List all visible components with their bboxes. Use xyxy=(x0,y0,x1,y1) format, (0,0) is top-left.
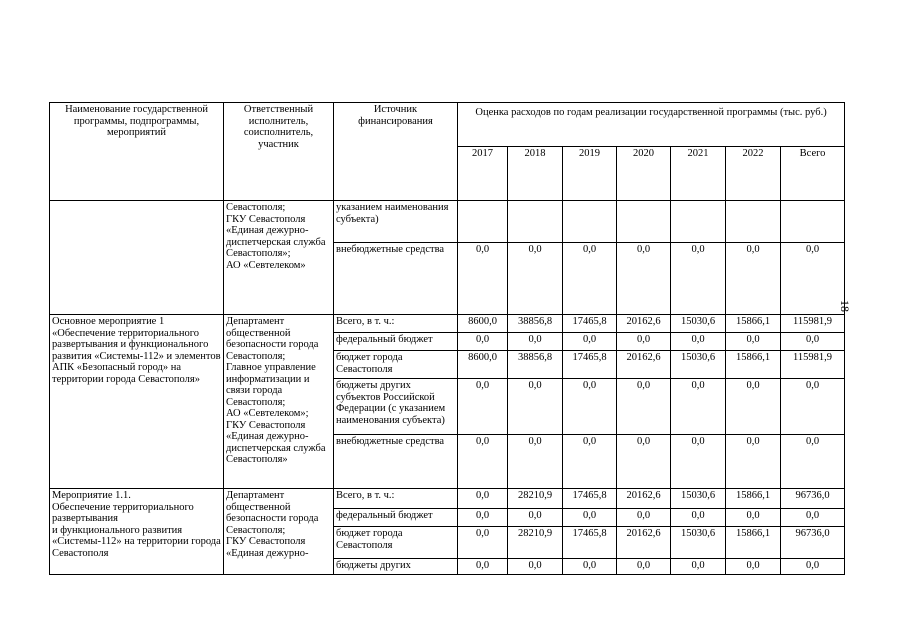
value-cell: 38856,8 xyxy=(508,315,563,333)
table-row xyxy=(50,201,845,243)
value-cell: 0,0 xyxy=(726,559,781,575)
value-cell: 17465,8 xyxy=(563,489,617,509)
funding-source: указанием наименования субъекта) xyxy=(334,201,458,243)
value-cell: 0,0 xyxy=(458,527,508,559)
funding-source: федеральный бюджет xyxy=(334,509,458,527)
value-cell: 0,0 xyxy=(726,333,781,351)
value-total: 0,0 xyxy=(781,333,845,351)
value-cell: 0,0 xyxy=(563,379,617,435)
value-cell: 0,0 xyxy=(671,243,726,315)
table-row xyxy=(50,315,845,333)
value-cell: 15030,6 xyxy=(671,315,726,333)
value-cell: 0,0 xyxy=(617,509,671,527)
header-source: Источник финансирования xyxy=(334,103,458,201)
value-cell: 0,0 xyxy=(458,435,508,489)
funding-source: федеральный бюджет xyxy=(334,333,458,351)
executor-cell: Департамент общественной безопасности города Севастополя; ГКУ Севастополя «Единая дежурно- xyxy=(224,489,334,575)
value-cell: 8600,0 xyxy=(458,351,508,379)
value-cell: 28210,9 xyxy=(508,489,563,509)
value-cell: 15866,1 xyxy=(726,489,781,509)
value-cell: 0,0 xyxy=(458,509,508,527)
header-executor: Ответственный исполнитель, соисполнитель, участник xyxy=(224,103,334,201)
value-total: 96736,0 xyxy=(781,489,845,509)
value-cell: 0,0 xyxy=(563,243,617,315)
value-cell: 20162,6 xyxy=(617,489,671,509)
value-cell: 0,0 xyxy=(671,559,726,575)
value-cell: 0,0 xyxy=(458,489,508,509)
header-estimate: Оценка расходов по годам реализации государственной программы (тыс. руб.) xyxy=(458,103,845,147)
value-cell: 0,0 xyxy=(508,509,563,527)
value-cell: 0,0 xyxy=(508,333,563,351)
executor-cell: Департамент общественной безопасности города Севастополя; Главное управление информатизации и связи города Севастополя; АО «Севтелеком»; ГКУ Севастополя «Единая дежурно-диспетчерская служба Севастополя» xyxy=(224,315,334,489)
budget-table xyxy=(49,102,845,575)
value-cell: 15030,6 xyxy=(671,351,726,379)
value-cell: 0,0 xyxy=(617,559,671,575)
value-cell: 17465,8 xyxy=(563,527,617,559)
value-cell: 15866,1 xyxy=(726,527,781,559)
header-year: 2021 xyxy=(671,147,726,201)
value-total: 115981,9 xyxy=(781,351,845,379)
value-cell: 0,0 xyxy=(726,435,781,489)
funding-source: Всего, в т. ч.: xyxy=(334,489,458,509)
value-cell: 0,0 xyxy=(563,435,617,489)
value-cell: 0,0 xyxy=(671,333,726,351)
header-year: 2018 xyxy=(508,147,563,201)
funding-source: бюджеты других xyxy=(334,559,458,575)
funding-source: бюджет города Севастополя xyxy=(334,527,458,559)
value-cell: 0,0 xyxy=(617,243,671,315)
value-cell: 0,0 xyxy=(726,509,781,527)
funding-source: внебюджетные средства xyxy=(334,435,458,489)
value-cell: 0,0 xyxy=(563,509,617,527)
value-cell: 0,0 xyxy=(508,559,563,575)
header-year: 2022 xyxy=(726,147,781,201)
value-cell xyxy=(726,201,781,243)
value-cell: 15030,6 xyxy=(671,527,726,559)
value-cell: 0,0 xyxy=(458,559,508,575)
value-cell: 0,0 xyxy=(508,435,563,489)
value-total xyxy=(781,201,845,243)
executor-cell: Севастополя; ГКУ Севастополя «Единая дежурно-диспетчерская служба Севастополя»; АО «Севтелеком» xyxy=(224,201,334,315)
value-cell: 0,0 xyxy=(458,379,508,435)
value-cell: 8600,0 xyxy=(458,315,508,333)
value-total: 0,0 xyxy=(781,243,845,315)
value-total: 0,0 xyxy=(781,509,845,527)
value-cell xyxy=(671,201,726,243)
activity-name: Мероприятие 1.1. Обеспечение территориального развертывания и функционального развития «Системы-112» на территории города Севастополя xyxy=(50,489,224,575)
value-cell: 15866,1 xyxy=(726,315,781,333)
value-cell: 17465,8 xyxy=(563,315,617,333)
value-cell: 0,0 xyxy=(458,333,508,351)
value-cell: 0,0 xyxy=(726,379,781,435)
value-cell: 0,0 xyxy=(671,435,726,489)
value-cell xyxy=(563,201,617,243)
value-cell: 0,0 xyxy=(617,379,671,435)
header-year: 2020 xyxy=(617,147,671,201)
value-total: 0,0 xyxy=(781,435,845,489)
value-total: 96736,0 xyxy=(781,527,845,559)
header-name: Наименование государственной программы, подпрограммы, мероприятий xyxy=(50,103,224,201)
value-cell xyxy=(617,201,671,243)
value-cell xyxy=(508,201,563,243)
value-cell: 0,0 xyxy=(671,509,726,527)
value-cell: 15030,6 xyxy=(671,489,726,509)
value-cell: 0,0 xyxy=(726,243,781,315)
value-cell: 15866,1 xyxy=(726,351,781,379)
value-cell: 0,0 xyxy=(563,559,617,575)
header-total: Всего xyxy=(781,147,845,201)
activity-name: Основное мероприятие 1 «Обеспечение территориального развертывания и функционального развития «Системы-112» и элементов АПК «Безопасный город» на территории города Севастополя» xyxy=(50,315,224,489)
header-year: 2017 xyxy=(458,147,508,201)
value-cell: 20162,6 xyxy=(617,351,671,379)
value-cell: 20162,6 xyxy=(617,527,671,559)
value-total: 115981,9 xyxy=(781,315,845,333)
value-cell: 17465,8 xyxy=(563,351,617,379)
funding-source: бюджет города Севастополя xyxy=(334,351,458,379)
value-cell: 38856,8 xyxy=(508,351,563,379)
value-cell: 0,0 xyxy=(617,333,671,351)
value-total: 0,0 xyxy=(781,559,845,575)
activity-name xyxy=(50,201,224,315)
value-cell: 0,0 xyxy=(458,243,508,315)
value-cell: 0,0 xyxy=(671,379,726,435)
value-cell: 28210,9 xyxy=(508,527,563,559)
header-year: 2019 xyxy=(563,147,617,201)
table-row xyxy=(50,489,845,509)
value-cell: 0,0 xyxy=(617,435,671,489)
funding-source: Всего, в т. ч.: xyxy=(334,315,458,333)
value-cell: 0,0 xyxy=(508,243,563,315)
page-number: 18 xyxy=(838,300,852,312)
value-cell xyxy=(458,201,508,243)
funding-source: внебюджетные средства xyxy=(334,243,458,315)
value-cell: 20162,6 xyxy=(617,315,671,333)
funding-source: бюджеты других субъектов Российской Федерации (с указанием наименования субъекта) xyxy=(334,379,458,435)
value-cell: 0,0 xyxy=(508,379,563,435)
value-total: 0,0 xyxy=(781,379,845,435)
value-cell: 0,0 xyxy=(563,333,617,351)
